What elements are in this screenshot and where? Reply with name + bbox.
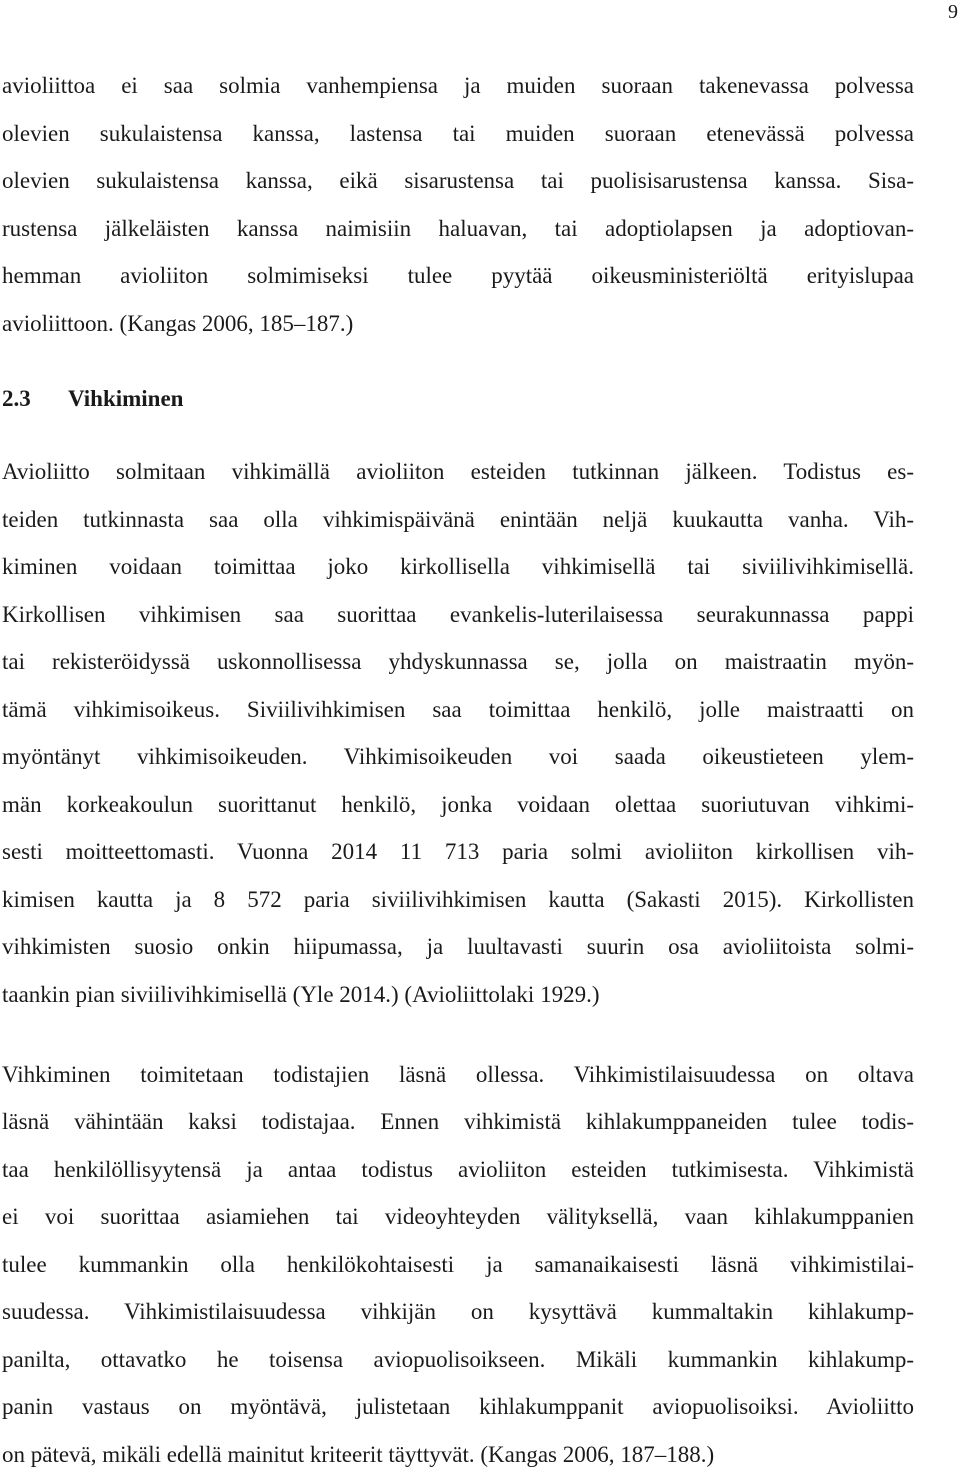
text-line: Avioliitto solmitaan vihkimällä avioliiton esteiden tutkinnan jälkeen. Todistus es-: [2, 459, 914, 484]
text-line: män korkeakoulun suorittanut henkilö, jonka voidaan olettaa suoriutuvan vihkimi-: [2, 792, 914, 817]
text-line: kiminen voidaan toimittaa joko kirkollisella vihkimisellä tai siviilivihkimisellä.: [2, 554, 914, 579]
text-line: panin vastaus on myöntävä, julistetaan kihlakumppanit aviopuolisoiksi. Avioliitto: [2, 1394, 914, 1419]
text-line: olevien sukulaistensa kanssa, eikä sisarustensa tai puolisisarustensa kanssa. Sisa-: [2, 168, 914, 193]
text-line: suudessa. Vihkimistilaisuudessa vihkijän on kysyttävä kummaltakin kihlakump-: [2, 1299, 914, 1324]
section-number: 2.3: [2, 386, 31, 411]
text-line: vihkimisten suosio onkin hiipumassa, ja luultavasti suurin osa avioliitoista solmi-: [2, 934, 914, 959]
text-line: läsnä vähintään kaksi todistajaa. Ennen vihkimistä kihlakumppaneiden tulee todis-: [2, 1109, 914, 1134]
text-line: taankin pian siviilivihkimisellä (Yle 2014.) (Avioliittolaki 1929.): [2, 982, 600, 1007]
text-line: teiden tutkinnasta saa olla vihkimispäivänä enintään neljä kuukautta vanha. Vih-: [2, 507, 914, 532]
section-heading: [2, 384, 183, 414]
text-line: tulee kummankin olla henkilökohtaisesti ja samanaikaisesti läsnä vihkimistilai-: [2, 1252, 914, 1277]
text-line: sesti moitteettomasti. Vuonna 2014 11 713 paria solmi avioliiton kirkollisen vih-: [2, 839, 914, 864]
text-line: taa henkilöllisyytensä ja antaa todistus avioliiton esteiden tutkimisesta. Vihkimistä: [2, 1157, 914, 1182]
text-line: tai rekisteröidyssä uskonnollisessa yhdyskunnassa se, jolla on maistraatin myön-: [2, 649, 914, 674]
text-line: tämä vihkimisoikeus. Siviilivihkimisen saa toimittaa henkilö, jolle maistraatti on: [2, 697, 914, 722]
text-line: hemman avioliiton solmimiseksi tulee pyytää oikeusministeriöltä erityislupaa: [2, 263, 914, 288]
text-line: kimisen kautta ja 8 572 paria siviilivihkimisen kautta (Sakasti 2015). Kirkollisten: [2, 887, 914, 912]
page-number: 9: [948, 1, 958, 23]
text-line: Vihkiminen toimitetaan todistajien läsnä ollessa. Vihkimistilaisuudessa on oltava: [2, 1062, 914, 1087]
text-line: rustensa jälkeläisten kanssa naimisiin haluavan, tai adoptiolapsen ja adoptiovan-: [2, 216, 914, 241]
text-line: olevien sukulaistensa kanssa, lastensa tai muiden suoraan etenevässä polvessa: [2, 121, 914, 146]
text-line: panilta, ottavatko he toisensa aviopuolisoikseen. Mikäli kummankin kihlakump-: [2, 1347, 914, 1372]
section-title: Vihkiminen: [68, 386, 184, 411]
text-line: on pätevä, mikäli edellä mainitut kriteerit täyttyvät. (Kangas 2006, 187–188.): [2, 1442, 715, 1467]
text-line: Kirkollisen vihkimisen saa suorittaa evankelis-luterilaisessa seurakunnassa pappi: [2, 602, 914, 627]
text-line: avioliittoa ei saa solmia vanhempiensa ja muiden suoraan takenevassa polvessa: [2, 73, 914, 98]
text-line: avioliittoon. (Kangas 2006, 185–187.): [2, 311, 354, 336]
text-line: ei voi suorittaa asiamiehen tai videoyhteyden välityksellä, vaan kihlakumppanien: [2, 1204, 914, 1229]
text-line: myöntänyt vihkimisoikeuden. Vihkimisoikeuden voi saada oikeustieteen ylem-: [2, 744, 914, 769]
